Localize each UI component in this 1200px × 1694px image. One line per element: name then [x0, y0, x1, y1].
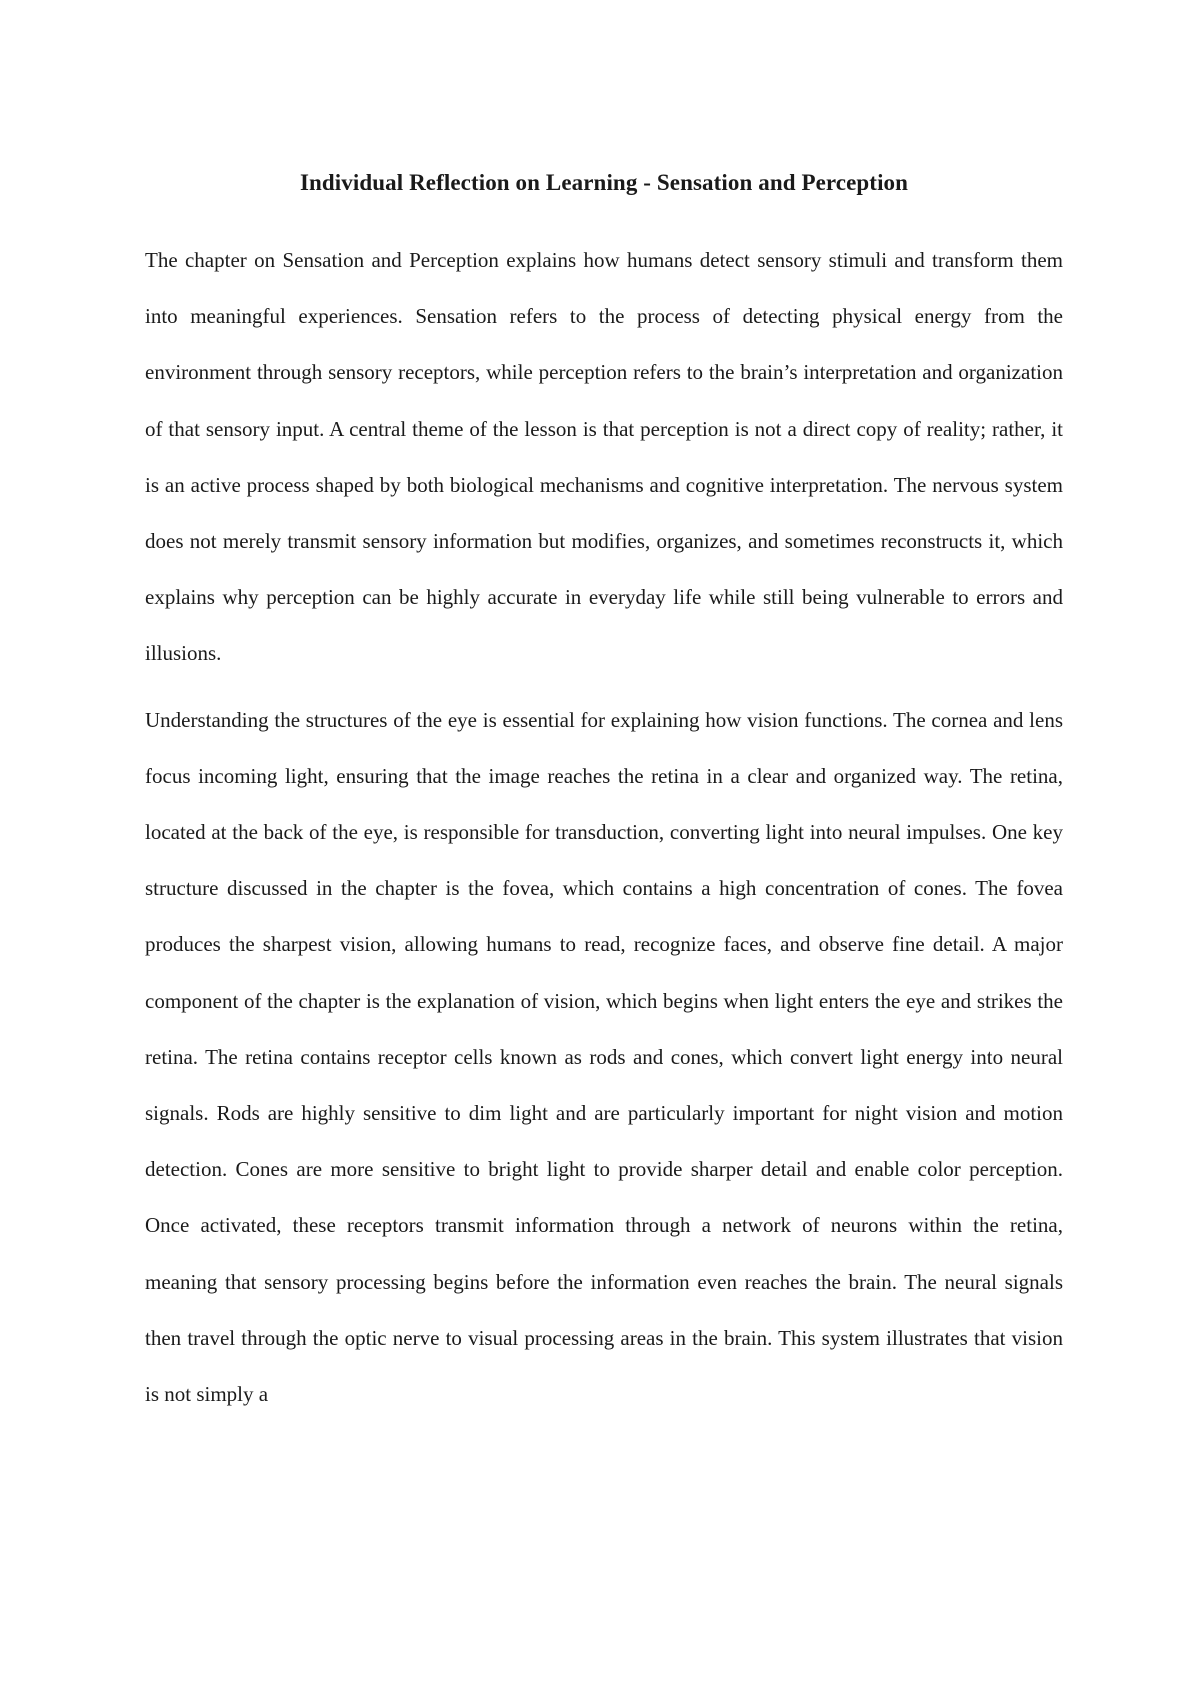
document-body [145, 168, 1063, 1422]
paragraph-sensation-perception-intro: The chapter on Sensation and Perception explains how humans detect sensory stimuli and transform them into meaningful experiences. Sensation refers to the process of detecting physical energy from the environment through sensory receptors, while perception refers to the brain’s interpretation and organization of that sensory input. A central theme of the lesson is that perception is not a direct copy of reality; rather, it is an active process shaped by both biological mechanisms and cognitive interpretation. The nervous system does not merely transmit sensory information but modifies, organizes, and sometimes reconstructs it, which explains why perception can be highly accurate in everyday life while still being vulnerable to errors and illusions. [145, 248, 1063, 666]
document-title: Individual Reflection on Learning - Sensation and Perception [299, 170, 909, 195]
paragraph-eye-structures-vision: Understanding the structures of the eye is essential for explaining how vision functions. The cornea and lens focus incoming light, ensuring that the image reaches the retina in a clear and organized way. The retina, located at the back of the eye, is responsible for transduction, converting light into neural impulses. One key structure discussed in the chapter is the fovea, which contains a high concentration of cones. The fovea produces the sharpest vision, allowing humans to read, recognize faces, and observe fine detail. A major component of the chapter is the explanation of vision, which begins when light enters the eye and strikes the retina. The retina contains receptor cells known as rods and cones, which convert light energy into neural signals. Rods are highly sensitive to dim light and are particularly important for night vision and motion detection. Cones are more sensitive to bright light to provide sharper detail and enable color perception. Once activated, these receptors transmit information through a network of neurons within the retina, meaning that sensory processing begins before the information even reaches the brain. The neural signals then travel through the optic nerve to visual processing areas in the brain. This system illustrates that vision is not simply a [145, 707, 1063, 1407]
